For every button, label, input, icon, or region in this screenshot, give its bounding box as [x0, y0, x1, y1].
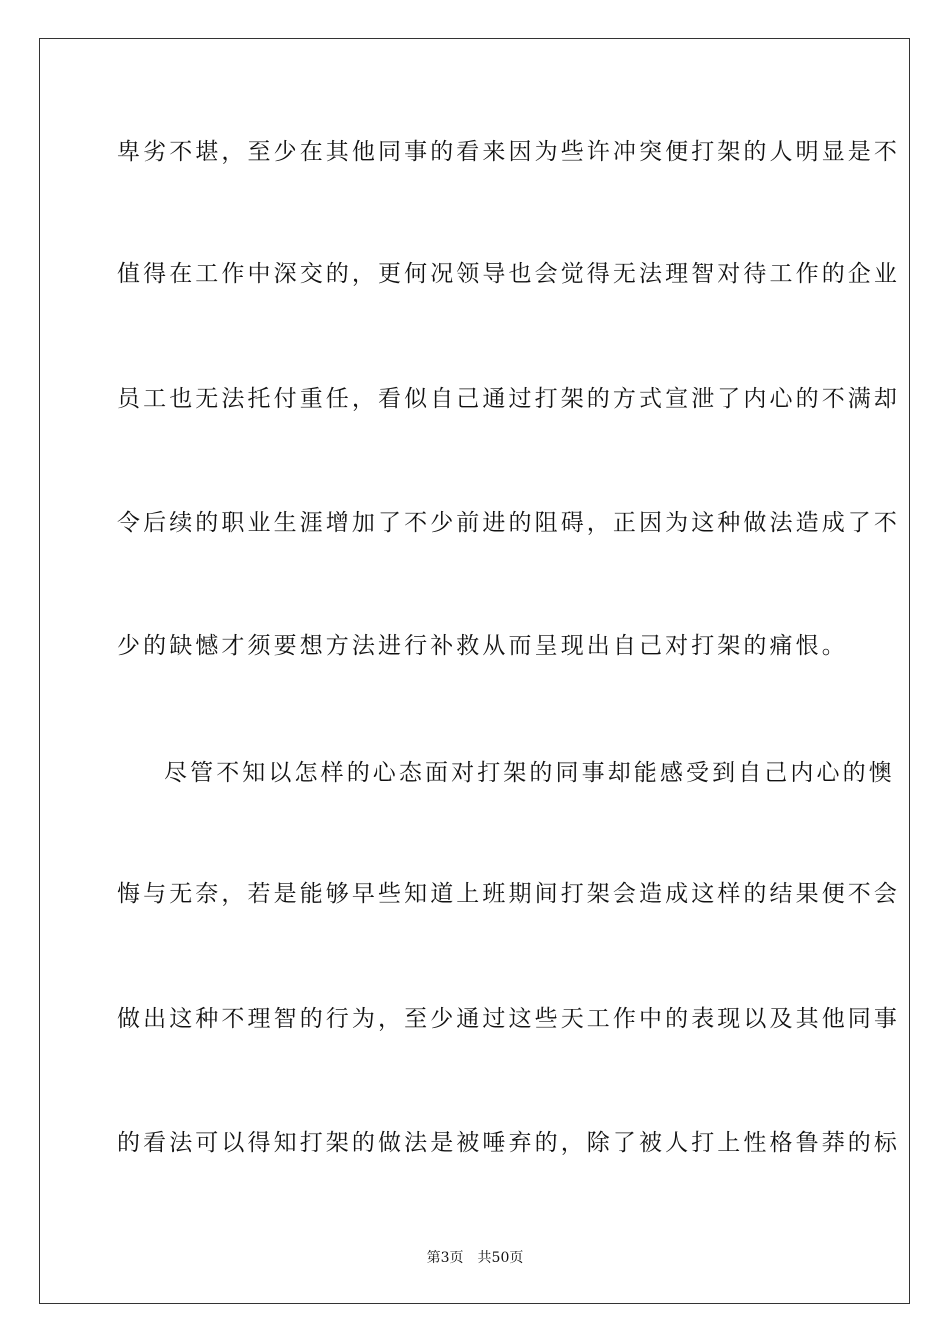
body-line-4: 令后续的职业生涯增加了不少前进的阻碍，正因为这种做法造成了不 [117, 510, 900, 536]
page-border [39, 38, 910, 1304]
body-line-2: 值得在工作中深交的，更何况领导也会觉得无法理智对待工作的企业 [117, 261, 900, 287]
body-line-6: 尽管不知以怎样的心态面对打架的同事却能感受到自己内心的懊 [164, 760, 895, 786]
body-line-3: 员工也无法托付重任，看似自己通过打架的方式宣泄了内心的不满却 [117, 386, 900, 412]
page-total: 共50页 [477, 1250, 524, 1266]
body-line-5: 少的缺憾才须要想方法进行补救从而呈现出自己对打架的痛恨。 [117, 633, 848, 659]
body-line-9: 的看法可以得知打架的做法是被唾弃的，除了被人打上性格鲁莽的标 [117, 1130, 900, 1156]
body-line-1: 卑劣不堪，至少在其他同事的看来因为些许冲突便打架的人明显是不 [117, 139, 900, 165]
body-line-7: 悔与无奈，若是能够早些知道上班期间打架会造成这样的结果便不会 [117, 881, 900, 907]
page-footer [0, 1248, 950, 1268]
page-number: 第3页 [426, 1250, 464, 1266]
body-line-8: 做出这种不理智的行为，至少通过这些天工作中的表现以及其他同事 [117, 1006, 900, 1032]
